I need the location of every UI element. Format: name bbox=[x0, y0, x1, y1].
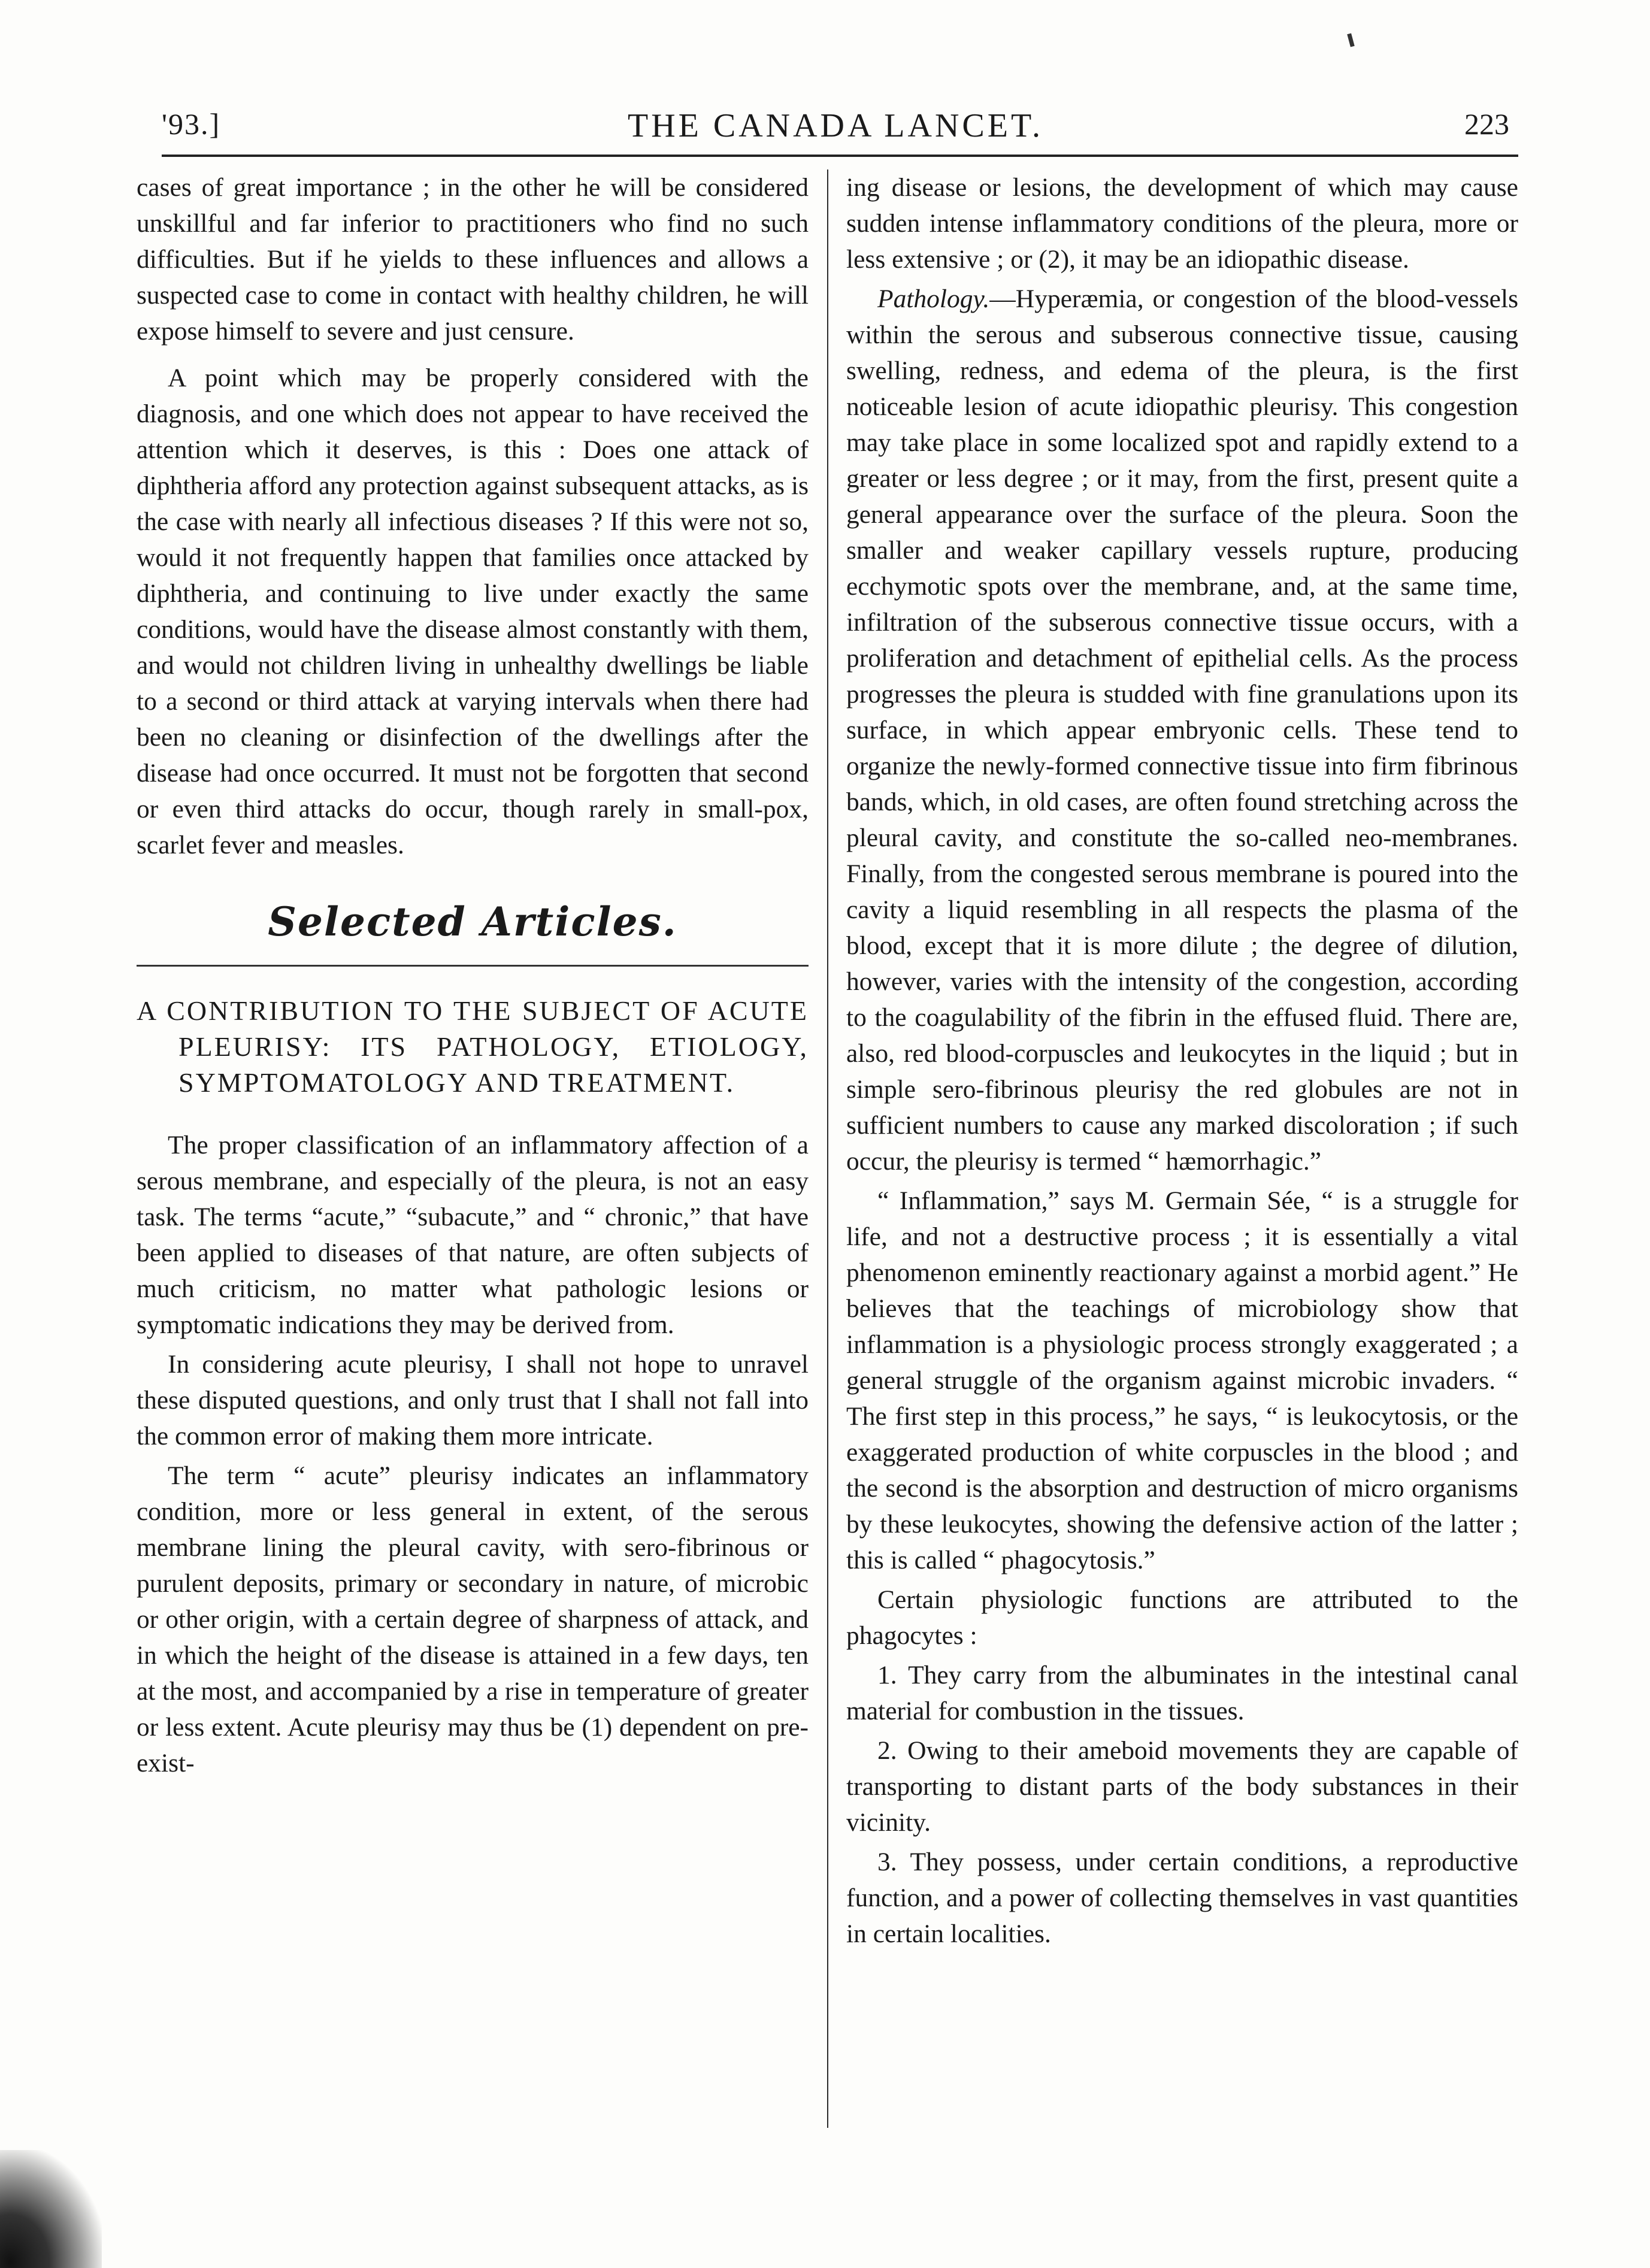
journal-title: THE CANADA LANCET. bbox=[627, 107, 1044, 144]
ink-speck bbox=[1347, 33, 1354, 47]
paragraph: ing disease or lesions, the development of which may cause sudden intense inflammatory conditions of the pleura, more or less extensive ; or (2), it may be an idiopathic disease. bbox=[846, 173, 1518, 274]
paragraph: “ Inflammation,” says M. Germain Sée, “ is a struggle for life, and not a destructive process ; it is essentially a vital phenomenon eminently reactionary against a morbid agent.” He believes that the teachings of microbiology show that inflammation is a physiologic process strongly exaggerated ; a general struggle of the organism against microbic invaders. “ The first step in this process,” he says, “ is leukocytosis, or the exaggerated production of white corpuscles in the blood ; and the second is the absorption and destruction of micro organisms by these leukocytes, showing the defensive action of the latter ; this is called “ phagocytosis.” bbox=[846, 1186, 1518, 1574]
paragraph: cases of great importance ; in the other he will be considered unskillful and far inferior to practitioners who find no such difficulties. But if he yields to these influences and allows a suspected case to come in contact with healthy children, he will expose himself to severe and just censure. bbox=[137, 173, 809, 346]
left-column bbox=[137, 169, 809, 1781]
paragraph: A point which may be properly considered with the diagnosis, and one which does not appear to have received the attention which it deserves, is this : Does one attack of diphtheria afford any protection against subsequent attacks, as is the case with nearly all infectious diseases ? If this were not so, would it not frequently happen that families once attacked by diphtheria, and continuing to live under exactly the same conditions, would have the disease almost constantly with them, and would not children living in unhealthy dwellings be liable to a second or third attack at varying intervals when there had been no cleaning or disinfection of the dwellings after the disease had once occurred. It must not be forgotten that second or even third attacks do occur, though rarely in small-pox, scarlet fever and measles. bbox=[137, 364, 809, 859]
volume-year: '93.] bbox=[162, 107, 221, 141]
paragraph: The proper classification of an inflammatory affection of a serous membrane, and especially of the pleura, is not an easy task. The terms “acute,” “subacute,” and “ chronic,” that have been applied to diseases of that nature, are often subjects of much criticism, no matter what pathologic lesions or symptomatic indications they may be derived from. bbox=[137, 1131, 809, 1339]
article-title bbox=[137, 993, 809, 1101]
pathology-label: Pathology. bbox=[877, 284, 990, 313]
section-heading: Selected Articles. bbox=[268, 898, 677, 945]
list-item: 3. They possess, under certain conditions, a reproductive function, and a power of collecting themselves in vast quantities in certain localities. bbox=[846, 1848, 1518, 1948]
paragraph: Certain physiologic functions are attributed to the phagocytes : bbox=[846, 1585, 1518, 1650]
paragraph: The term “ acute” pleurisy indicates an inflammatory condition, more or less general in extent, of the serous membrane lining the pleural cavity, with sero-fibrinous or purulent deposits, primary or secondary in nature, of microbic or other origin, with a certain degree of sharpness of attack, and in which the height of the disease is attained in a few days, ten at the most, and accompanied by a rise in temperature of greater or less extent. Acute pleurisy may thus be (1) dependent on pre-exist- bbox=[137, 1461, 809, 1778]
list-item: 1. They carry from the albuminates in the intestinal canal material for combustion in the tissues. bbox=[846, 1661, 1518, 1725]
paragraph: In considering acute pleurisy, I shall not hope to unravel these disputed questions, and only trust that I shall not fall into the common error of making them more intricate. bbox=[137, 1350, 809, 1451]
page-corner-stain bbox=[0, 2150, 102, 2268]
pathology-text: —Hyperæmia, or congestion of the blood-vessels within the serous and subserous connective tissue, causing swelling, redness, and edema of the pleura, is the first noticeable lesion of acute idiopathic pleurisy. This congestion may take place in some localized spot and rapidly extend to a greater or less degree ; or it may, from the first, present quite a general appearance over the surface of the pleura. Soon the smaller and weaker capillary vessels rupture, producing ecchymotic spots over the membrane, and, at the same time, infiltration of the subserous connective tissue occurs, with a proliferation and detachment of epithelial cells. As the process progresses the pleura is studded with fine granulations upon its surface, in which appear embryonic cells. These tend to organize the newly-formed connective tissue into firm fibrinous bands, which, in old cases, are often found stretching across the pleural cavity, and constitute the so-called neo-membranes. Finally, from the congested serous membrane is poured into the cavity a liquid resembling in all respects the plasma of the blood, except that it is more dilute ; the degree of dilution, however, varies with the intensity of the congestion, according to the coagulability of the fibrin in the effused fluid. There are, also, red blood-corpuscles and leukocytes in the liquid ; but in simple sero-fibrinous pleurisy the red globules are not in sufficient numbers to cause any marked discoloration ; if such occur, the pleurisy is termed “ hæmorrhagic.” bbox=[846, 284, 1518, 1176]
column-separator bbox=[827, 169, 828, 2128]
page-number: 223 bbox=[1464, 107, 1509, 141]
header-rule bbox=[162, 155, 1518, 157]
section-rule bbox=[137, 965, 809, 967]
right-column bbox=[846, 169, 1518, 1952]
pathology-paragraph bbox=[846, 281, 1518, 1179]
running-head bbox=[162, 101, 1509, 149]
list-item: 2. Owing to their ameboid movements they are capable of transporting to distant parts of the body substances in their vicinity. bbox=[846, 1736, 1518, 1837]
article-title-rest: ACUTE PLEURISY: ITS PATHOLOGY, ETIOLOGY, SYMPTOMATOLOGY AND TREATMENT. bbox=[178, 995, 809, 1098]
article-title-line: A CONTRIBUTION TO THE SUBJECT OF bbox=[137, 995, 700, 1026]
